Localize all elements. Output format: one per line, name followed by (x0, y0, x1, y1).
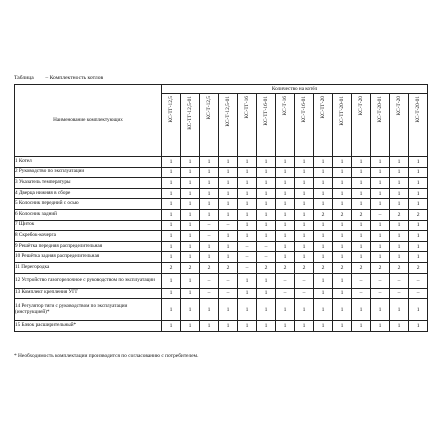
table-row (15, 157, 428, 168)
quantity-cell: 2 (276, 262, 295, 273)
quantity-cell: 2 (352, 262, 371, 273)
quantity-cell: 1 (257, 199, 276, 210)
quantity-cell: 1 (181, 209, 200, 220)
quantity-cell: 2 (162, 262, 181, 273)
quantity-cell: 1 (181, 252, 200, 263)
table-row (15, 188, 428, 199)
quantity-cell: 1 (238, 167, 257, 178)
model-label: КС-ТГ-20 (319, 96, 326, 119)
quantity-cell: 1 (162, 167, 181, 178)
quantity-cell: 1 (257, 231, 276, 242)
quantity-cell: 1 (390, 178, 409, 189)
quantity-cell: 1 (390, 252, 409, 263)
quantity-cell: 1 (371, 252, 390, 263)
quantity-cell: 1 (333, 188, 352, 199)
quantity-cell: 1 (219, 252, 238, 263)
quantity-cell: – (371, 209, 390, 220)
quantity-cell: 2 (181, 262, 200, 273)
quantity-cell: 1 (162, 178, 181, 189)
quantity-cell: 1 (409, 299, 428, 321)
item-name: 15 Бачок расширительный* (15, 321, 162, 332)
table-row (15, 220, 428, 231)
quantity-cell: 1 (219, 321, 238, 332)
quantity-cell: 1 (371, 220, 390, 231)
quantity-cell: 1 (181, 199, 200, 210)
quantity-cell: 1 (390, 188, 409, 199)
quantity-cell: 1 (333, 178, 352, 189)
quantity-cell: 1 (314, 157, 333, 168)
quantity-cell: – (409, 273, 428, 288)
quantity-cell: 1 (352, 321, 371, 332)
quantity-cell: 1 (295, 299, 314, 321)
model-header-cell (409, 94, 428, 157)
quantity-cell: 1 (219, 167, 238, 178)
quantity-cell: 1 (333, 273, 352, 288)
quantity-cell: 1 (390, 220, 409, 231)
quantity-cell: 1 (200, 199, 219, 210)
model-header-cell (257, 94, 276, 157)
quantity-cell: 1 (219, 188, 238, 199)
quantity-cell: 1 (295, 231, 314, 242)
kit-table (14, 84, 428, 332)
quantity-cell: 1 (162, 231, 181, 242)
model-header-cell (371, 94, 390, 157)
quantity-cell: – (219, 288, 238, 299)
quantity-cell: 1 (162, 252, 181, 263)
table-row (15, 288, 428, 299)
item-name: 7 Щиток (15, 220, 162, 231)
quantity-cell: 1 (409, 220, 428, 231)
quantity-cell: 1 (257, 209, 276, 220)
model-header-cell (352, 94, 371, 157)
quantity-cell: 1 (276, 220, 295, 231)
quantity-cell: 1 (238, 199, 257, 210)
quantity-cell: 2 (200, 262, 219, 273)
header-name-column: Наименование комплектующих (15, 85, 162, 157)
quantity-cell: – (276, 273, 295, 288)
quantity-cell: 1 (295, 252, 314, 263)
item-name: 11 Перегородка (15, 262, 162, 273)
item-name: 6 Колосник задний (15, 209, 162, 220)
model-label: КС-ТГ-16 (243, 96, 250, 119)
model-header-cell (314, 94, 333, 157)
quantity-cell: 1 (390, 231, 409, 242)
table-caption (14, 75, 103, 81)
quantity-cell: 1 (295, 178, 314, 189)
quantity-cell: 1 (314, 220, 333, 231)
quantity-cell: 2 (333, 262, 352, 273)
quantity-cell: 2 (333, 209, 352, 220)
quantity-cell: 1 (409, 252, 428, 263)
quantity-cell: 1 (371, 299, 390, 321)
quantity-cell: 1 (200, 167, 219, 178)
table-row (15, 299, 428, 321)
table-row (15, 241, 428, 252)
model-header-cell (162, 94, 181, 157)
caption-prefix: Таблица (14, 75, 34, 81)
quantity-cell: 1 (238, 273, 257, 288)
quantity-cell: 1 (162, 299, 181, 321)
quantity-cell: 1 (219, 157, 238, 168)
quantity-cell: – (390, 273, 409, 288)
quantity-cell: 1 (409, 167, 428, 178)
quantity-cell: 1 (409, 321, 428, 332)
quantity-cell: 1 (257, 157, 276, 168)
footnote: * Необходимость комплектации производится по согласованию с потребителем. (14, 353, 199, 359)
quantity-cell: 1 (314, 252, 333, 263)
quantity-cell: 1 (238, 288, 257, 299)
quantity-cell: 1 (314, 167, 333, 178)
quantity-cell: 1 (257, 299, 276, 321)
quantity-cell: 2 (352, 209, 371, 220)
quantity-cell: 1 (276, 299, 295, 321)
item-name: 3 Указатель температуры (15, 178, 162, 189)
quantity-cell: 1 (181, 273, 200, 288)
quantity-cell: 1 (162, 188, 181, 199)
quantity-cell: 1 (276, 157, 295, 168)
quantity-cell: 2 (219, 262, 238, 273)
quantity-cell: 1 (257, 188, 276, 199)
quantity-cell: 1 (200, 178, 219, 189)
quantity-cell: 1 (162, 273, 181, 288)
quantity-cell: 1 (314, 231, 333, 242)
item-name: 13 Комплект крепления УГГ (15, 288, 162, 299)
quantity-cell: 1 (295, 188, 314, 199)
item-name: 8 Скребок-кочерга (15, 231, 162, 242)
quantity-cell: 1 (352, 220, 371, 231)
quantity-cell: 1 (257, 167, 276, 178)
model-header-cell (390, 94, 409, 157)
model-label: КС-Т-12,5-01 (224, 96, 231, 127)
quantity-cell: 1 (238, 220, 257, 231)
quantity-cell: 1 (219, 199, 238, 210)
model-label: КС-ТГ-12,5-01 (186, 96, 193, 130)
quantity-cell: 1 (371, 241, 390, 252)
item-name: 14 Регулятор тяги с руководством по эксплуатации (инструкцией)* (15, 299, 162, 321)
quantity-cell: 1 (181, 241, 200, 252)
quantity-cell: 1 (238, 231, 257, 242)
quantity-cell: 1 (333, 288, 352, 299)
model-label: КС-Т-20 (357, 96, 364, 116)
model-header-cell (219, 94, 238, 157)
quantity-cell: 1 (276, 167, 295, 178)
quantity-cell: 1 (276, 252, 295, 263)
quantity-cell: 1 (219, 231, 238, 242)
model-label: КС-ТГ-20-01 (338, 96, 345, 126)
quantity-cell: – (390, 288, 409, 299)
item-name: 2 Руководство по эксплуатации (15, 167, 162, 178)
quantity-cell: 1 (352, 252, 371, 263)
quantity-cell: – (238, 252, 257, 263)
quantity-cell: – (200, 288, 219, 299)
model-header-cell (295, 94, 314, 157)
quantity-cell: – (200, 273, 219, 288)
table-row (15, 252, 428, 263)
item-name: 4 Дверца нижняя в сборе (15, 188, 162, 199)
quantity-cell: 1 (295, 157, 314, 168)
quantity-cell: 1 (390, 157, 409, 168)
quantity-cell: 1 (390, 199, 409, 210)
quantity-cell: 1 (371, 231, 390, 242)
quantity-cell: 2 (390, 262, 409, 273)
quantity-cell: 1 (371, 321, 390, 332)
table-row (15, 273, 428, 288)
quantity-cell: – (276, 288, 295, 299)
quantity-cell: 1 (162, 288, 181, 299)
quantity-cell: – (238, 262, 257, 273)
item-name: 5 Колосник передний с осью (15, 199, 162, 210)
quantity-cell: 1 (295, 209, 314, 220)
quantity-cell: 1 (162, 241, 181, 252)
quantity-cell: 1 (219, 209, 238, 220)
quantity-cell: 1 (238, 188, 257, 199)
quantity-cell: 1 (219, 299, 238, 321)
quantity-cell: 2 (295, 262, 314, 273)
quantity-cell: 1 (181, 188, 200, 199)
quantity-cell: 1 (352, 199, 371, 210)
quantity-cell: 1 (371, 199, 390, 210)
quantity-cell: 1 (333, 220, 352, 231)
quantity-cell: 1 (314, 321, 333, 332)
quantity-cell: 2 (314, 262, 333, 273)
model-label: КС-ТГ-12,5 (167, 96, 174, 123)
quantity-cell: 1 (219, 178, 238, 189)
quantity-cell: 1 (200, 299, 219, 321)
quantity-cell: 1 (352, 231, 371, 242)
quantity-cell: 2 (390, 209, 409, 220)
quantity-cell: 1 (333, 299, 352, 321)
quantity-cell: 1 (352, 178, 371, 189)
model-label: КС-Т-16-01 (300, 96, 307, 123)
quantity-cell: 1 (371, 157, 390, 168)
quantity-cell: 1 (295, 321, 314, 332)
quantity-cell: 1 (390, 241, 409, 252)
quantity-cell: 1 (181, 288, 200, 299)
model-header-cell (238, 94, 257, 157)
quantity-cell: 2 (257, 262, 276, 273)
quantity-cell: 1 (371, 188, 390, 199)
quantity-cell: 1 (333, 321, 352, 332)
table-row (15, 321, 428, 332)
table-body (15, 157, 428, 332)
model-header-cell (333, 94, 352, 157)
quantity-cell: 1 (352, 299, 371, 321)
table-row (15, 167, 428, 178)
quantity-cell: – (200, 231, 219, 242)
quantity-cell: 1 (181, 167, 200, 178)
quantity-cell: 1 (390, 299, 409, 321)
quantity-cell: 1 (257, 220, 276, 231)
quantity-cell: 1 (409, 157, 428, 168)
model-label: КС-Т-12,5 (205, 96, 212, 120)
quantity-cell: 1 (238, 178, 257, 189)
model-label: КС-Т-16 (281, 96, 288, 116)
quantity-cell: 1 (200, 321, 219, 332)
quantity-cell: 1 (295, 167, 314, 178)
quantity-cell: 1 (409, 241, 428, 252)
quantity-cell: 1 (257, 178, 276, 189)
quantity-cell: 1 (314, 288, 333, 299)
quantity-cell: – (352, 273, 371, 288)
quantity-cell: 1 (352, 188, 371, 199)
quantity-cell: 1 (200, 252, 219, 263)
quantity-cell: 1 (181, 321, 200, 332)
quantity-cell: 1 (371, 167, 390, 178)
model-header-cell (200, 94, 219, 157)
quantity-cell: – (219, 273, 238, 288)
quantity-cell: 1 (295, 241, 314, 252)
quantity-cell: 1 (181, 157, 200, 168)
quantity-cell: 1 (162, 209, 181, 220)
quantity-cell: 1 (200, 157, 219, 168)
caption-title: – Комплектность котлов (45, 75, 104, 81)
quantity-cell: – (257, 241, 276, 252)
quantity-cell: 1 (162, 321, 181, 332)
quantity-cell: 1 (333, 199, 352, 210)
quantity-cell: 1 (276, 178, 295, 189)
quantity-cell: 2 (409, 209, 428, 220)
item-name: 9 Решётка передняя распределительная (15, 241, 162, 252)
quantity-cell: – (352, 288, 371, 299)
quantity-cell: – (295, 273, 314, 288)
quantity-cell: 1 (314, 178, 333, 189)
quantity-cell: 1 (238, 157, 257, 168)
quantity-cell: 1 (314, 188, 333, 199)
quantity-cell: – (371, 288, 390, 299)
quantity-cell: – (219, 220, 238, 231)
model-label: КС-ТГ-16-01 (262, 96, 269, 126)
quantity-cell: – (371, 273, 390, 288)
quantity-cell: 1 (352, 157, 371, 168)
quantity-cell: 1 (314, 199, 333, 210)
quantity-cell: 1 (162, 220, 181, 231)
quantity-cell: 1 (352, 167, 371, 178)
quantity-cell: – (200, 220, 219, 231)
model-label: КС-Т-20 (395, 96, 402, 116)
quantity-cell: 1 (181, 299, 200, 321)
quantity-cell: 1 (181, 231, 200, 242)
quantity-cell: 1 (352, 241, 371, 252)
item-name: 12 Устройство газогорелочное с руководством по эксплуатации (15, 273, 162, 288)
quantity-cell: – (409, 288, 428, 299)
quantity-cell: 1 (409, 188, 428, 199)
quantity-cell: 1 (333, 157, 352, 168)
quantity-cell: 2 (409, 262, 428, 273)
quantity-cell: 1 (238, 321, 257, 332)
quantity-cell: 1 (200, 188, 219, 199)
table-row (15, 199, 428, 210)
quantity-cell: 1 (333, 167, 352, 178)
quantity-cell: 1 (409, 231, 428, 242)
quantity-cell: 1 (219, 241, 238, 252)
quantity-cell: 1 (276, 321, 295, 332)
table-row (15, 262, 428, 273)
quantity-cell: 1 (257, 273, 276, 288)
quantity-cell: 1 (409, 178, 428, 189)
quantity-cell: 1 (181, 220, 200, 231)
item-name: 1 Котел (15, 157, 162, 168)
model-header-cell (276, 94, 295, 157)
quantity-cell: – (295, 288, 314, 299)
quantity-cell: – (257, 252, 276, 263)
quantity-cell: 2 (314, 209, 333, 220)
quantity-cell: 1 (200, 209, 219, 220)
table-row (15, 209, 428, 220)
quantity-cell: 1 (333, 252, 352, 263)
model-label: КС-Т-20-01 (414, 96, 421, 123)
quantity-cell: 1 (257, 288, 276, 299)
table-row (15, 231, 428, 242)
quantity-cell: 1 (181, 178, 200, 189)
quantity-cell: 1 (390, 321, 409, 332)
quantity-cell: 1 (333, 231, 352, 242)
header-qty-column: Количество на котёл (162, 85, 428, 94)
quantity-cell: 1 (314, 273, 333, 288)
quantity-cell: 1 (295, 220, 314, 231)
quantity-cell: 1 (390, 167, 409, 178)
quantity-cell: 1 (295, 199, 314, 210)
quantity-cell: 1 (371, 178, 390, 189)
quantity-cell: 1 (409, 199, 428, 210)
table-row (15, 178, 428, 189)
quantity-cell: 1 (257, 321, 276, 332)
quantity-cell: 1 (276, 231, 295, 242)
quantity-cell: 1 (276, 241, 295, 252)
quantity-cell: 1 (276, 209, 295, 220)
quantity-cell: 1 (238, 209, 257, 220)
quantity-cell: 1 (314, 299, 333, 321)
quantity-cell: 1 (333, 241, 352, 252)
quantity-cell: 1 (162, 199, 181, 210)
quantity-cell: 1 (162, 157, 181, 168)
quantity-cell: 1 (276, 188, 295, 199)
item-name: 10 Решётка задняя распределительная (15, 252, 162, 263)
quantity-cell: 1 (314, 241, 333, 252)
quantity-cell: 1 (276, 199, 295, 210)
quantity-cell: – (238, 241, 257, 252)
quantity-cell: 1 (238, 299, 257, 321)
model-header-cell (181, 94, 200, 157)
model-label: КС-Т-20-01 (376, 96, 383, 123)
quantity-cell: 1 (200, 241, 219, 252)
quantity-cell: 2 (371, 262, 390, 273)
